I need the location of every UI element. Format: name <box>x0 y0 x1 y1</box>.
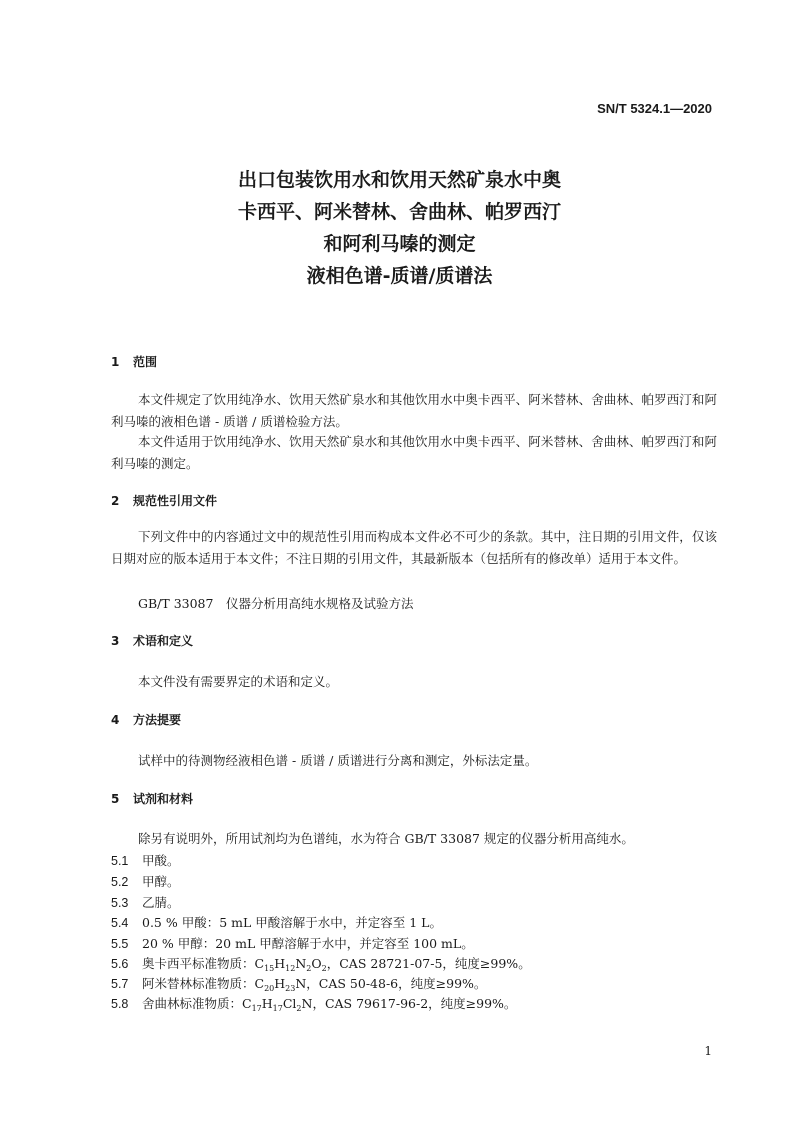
list-item: 5.2 甲醇。 <box>111 874 180 889</box>
section-1-heading: 1 范围 <box>111 355 158 369</box>
list-item: 5.6 奥卡西平标准物质：$C_{15}H_{12}N_2O_2$，CAS 28721-07-5，纯度≥99%。 <box>111 956 531 973</box>
section-3-heading: 3 术语和定义 <box>111 634 194 648</box>
list-item: 5.3 乙腈。 <box>111 895 180 910</box>
section-1-paragraph-1: 本文件规定了饮用纯净水、饮用天然矿泉水和其他饮用水中奥卡西平、阿米替林、舍曲林、帕罗西汀和阿利马嗪的液相色谱 - 质谱 / 质谱检验方法。 <box>111 392 717 429</box>
title-line-3: 和阿利马嗪的测定 <box>323 233 476 255</box>
list-item: 5.1 甲酸。 <box>111 853 180 868</box>
section-2-paragraph-1: 下列文件中的内容通过文中的规范性引用而构成本文件必不可少的条款。其中，注日期的引用文件，仅该日期对应的版本适用于本文件；不注日期的引用文件，其最新版本（包括所有的修改单）适用于本文件。 <box>111 529 717 566</box>
section-3-paragraph: 本文件没有需要界定的术语和定义。 <box>138 674 339 689</box>
title-line-1: 出口包装饮用水和饮用天然矿泉水中奥 <box>237 169 561 191</box>
list-item: 5.4 0.5 % 甲酸：5 mL 甲酸溶解于水中，并定容至 1 L。 <box>111 915 442 930</box>
section-2-heading: 2 规范性引用文件 <box>111 494 218 508</box>
section-5-paragraph: 除另有说明外，所用试剂均为色谱纯，水为符合 GB/T 33087 规定的仪器分析用高纯水。 <box>138 831 634 846</box>
section-1-paragraph-2: 本文件适用于饮用纯净水、饮用天然矿泉水和其他饮用水中奥卡西平、阿米替林、舍曲林、帕罗西汀和阿利马嗪的测定。 <box>111 434 717 471</box>
document-title <box>0 164 799 292</box>
page-number: 1 <box>704 1044 712 1058</box>
title-line-2: 卡西平、阿米替林、舍曲林、帕罗西汀 <box>237 201 561 223</box>
list-item: 5.8 舍曲林标准物质：$C_{17}H_{17}Cl_2N$，CAS 79617-96-2，纯度≥99%。 <box>111 996 517 1013</box>
list-item: 5.7 阿米替林标准物质：$C_{20}H_{23}N$，CAS 50-48-6，纯度≥99%。 <box>111 976 487 993</box>
normative-reference: GB/T 33087 仪器分析用高纯水规格及试验方法 <box>138 596 414 611</box>
list-item: 5.5 20 % 甲醇：20 mL 甲醇溶解于水中，并定容至 100 mL。 <box>111 936 474 951</box>
section-4-heading: 4 方法提要 <box>111 713 182 727</box>
section-5-heading: 5 试剂和材料 <box>111 792 194 806</box>
section-4-paragraph: 试样中的待测物经液相色谱 - 质谱 / 质谱进行分离和测定，外标法定量。 <box>138 753 538 768</box>
title-line-4: 液相色谱-质谱/质谱法 <box>306 265 493 287</box>
standard-number: SN/T 5324.1—2020 <box>597 101 712 116</box>
